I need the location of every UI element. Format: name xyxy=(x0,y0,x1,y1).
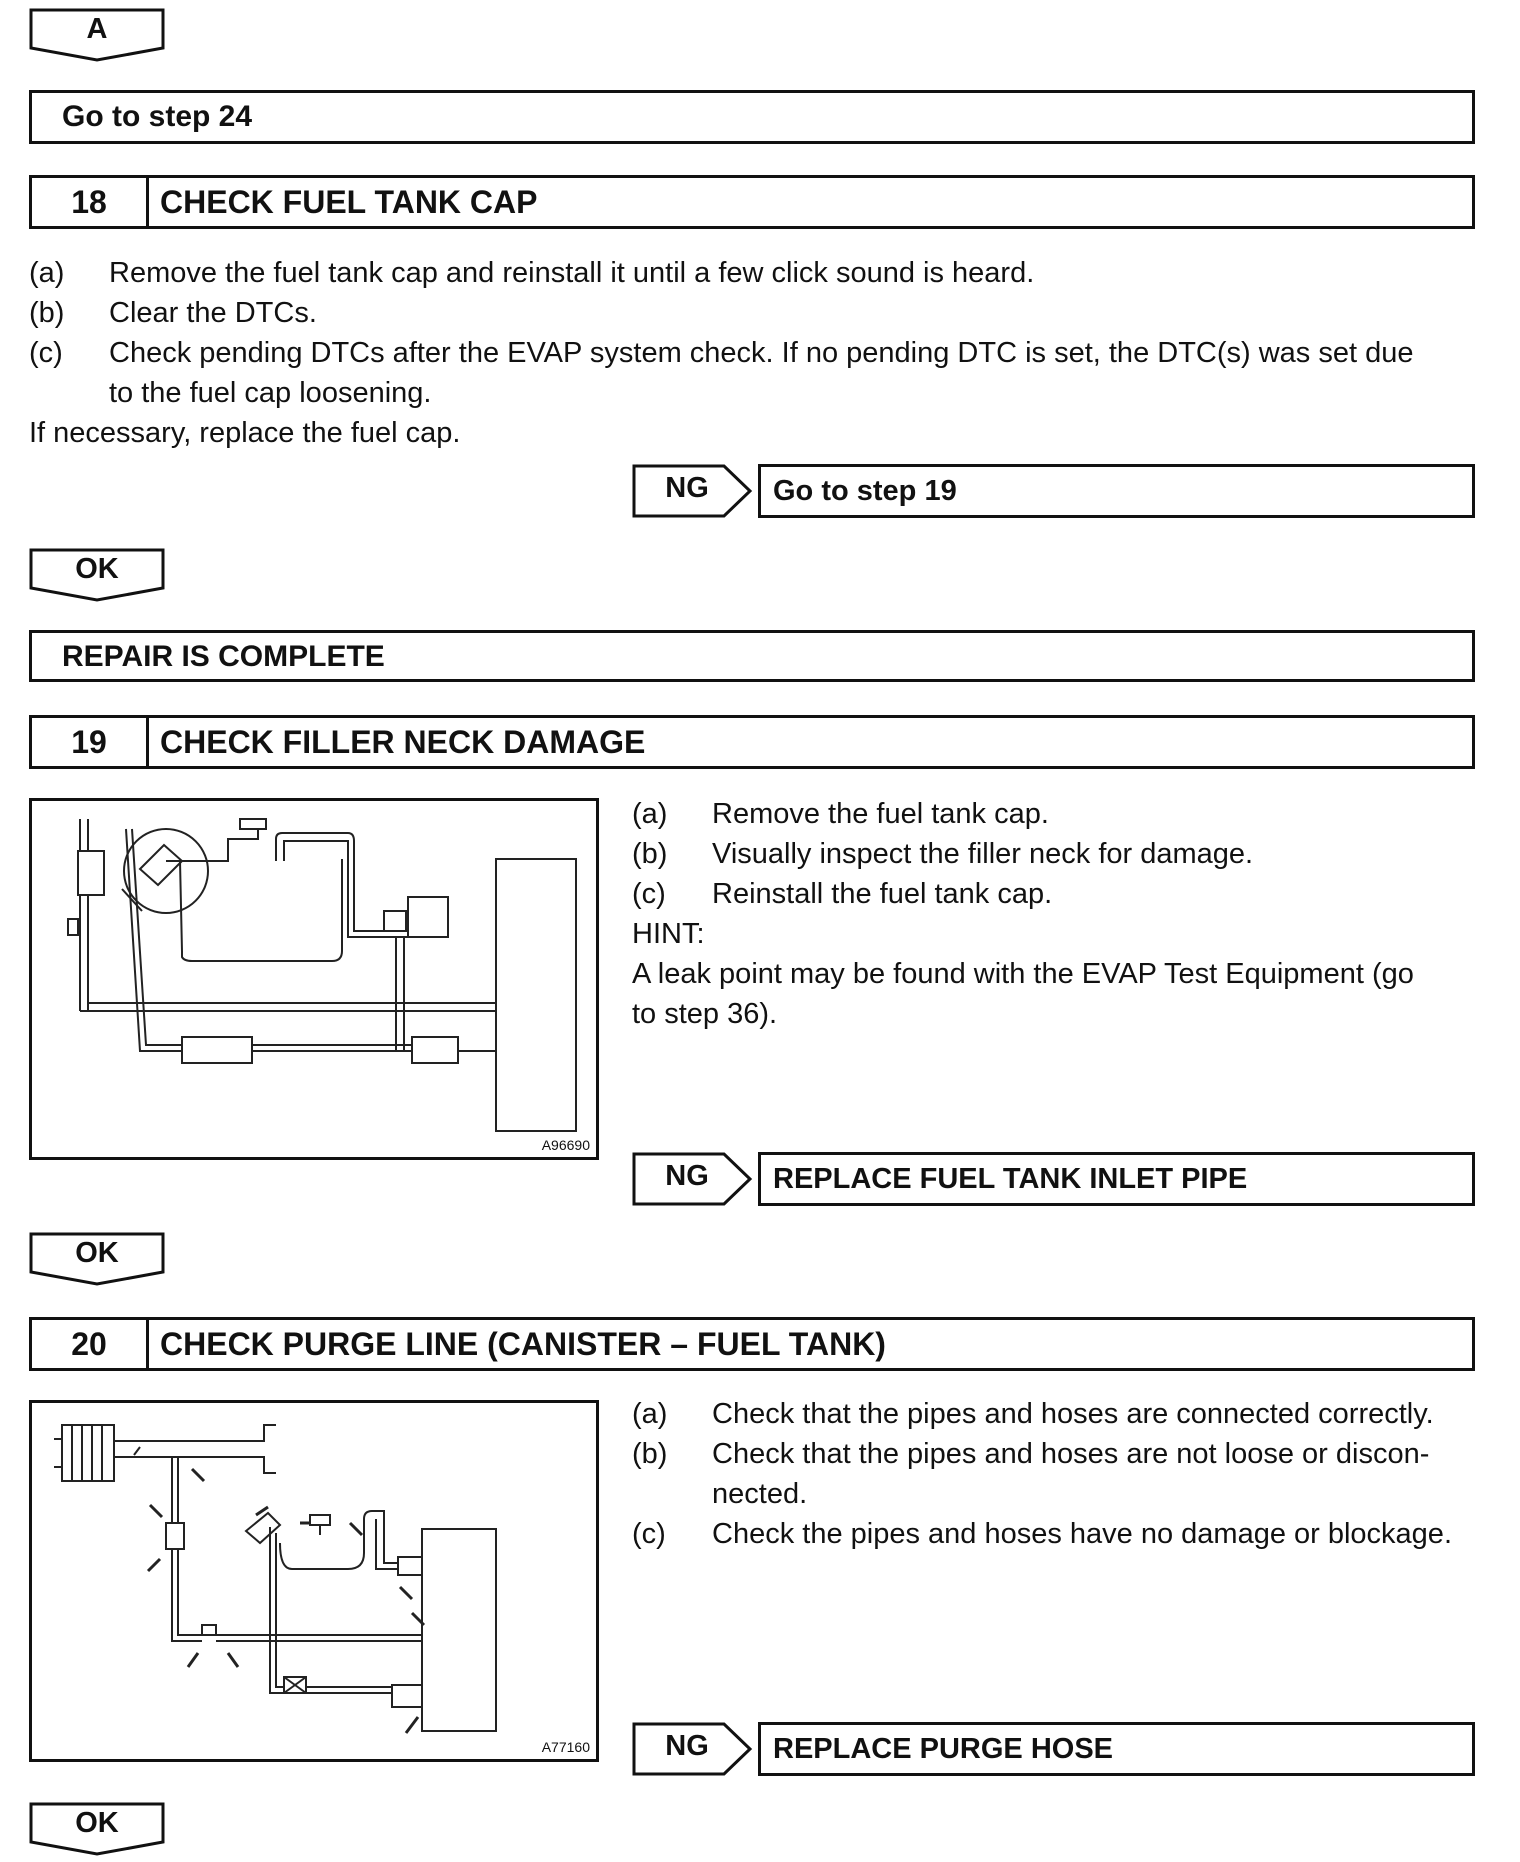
step-20-title: CHECK PURGE LINE (CANISTER – FUEL TANK) xyxy=(160,1326,886,1362)
step-18-item-c-continued: to the fuel cap loosening. xyxy=(109,377,432,409)
step-18-title: CHECK FUEL TANK CAP xyxy=(160,184,538,220)
ng-tag: NG xyxy=(632,1152,758,1211)
step-18-number: 18 xyxy=(32,178,149,226)
step-19-header xyxy=(29,715,1475,769)
step-20-figure xyxy=(29,1400,599,1762)
step-18-header xyxy=(29,175,1475,229)
flag-ok-3 xyxy=(29,1802,165,1860)
flag-a-label: A xyxy=(86,13,108,45)
step-19-hint-line-1: A leak point may be found with the EVAP Test Equipment (go xyxy=(632,958,1414,990)
goto-step-24-box xyxy=(29,90,1475,144)
step-18-ng-action: Go to step 19 xyxy=(773,475,957,507)
flag-ok-3-label: OK xyxy=(75,1807,119,1839)
step-19-ng-action: REPLACE FUEL TANK INLET PIPE xyxy=(773,1163,1248,1195)
step-20-figure-code: A77160 xyxy=(541,1739,590,1755)
step-19-ng-action-box xyxy=(758,1152,1475,1206)
flag-a xyxy=(29,8,165,66)
step-20-ng-row xyxy=(632,1722,1475,1776)
flag-ok-1-label: OK xyxy=(75,553,119,585)
step-20-ng-action-box xyxy=(758,1722,1475,1776)
step-19-hint-label: HINT: xyxy=(632,918,705,950)
step-18-ng-action-box xyxy=(758,464,1475,518)
step-20-item-b-continued: nected. xyxy=(712,1478,808,1510)
repair-complete-text: REPAIR IS COMPLETE xyxy=(62,640,385,673)
flag-ok-2 xyxy=(29,1232,165,1290)
step-18-ng-row xyxy=(632,464,1475,518)
step-18-note: If necessary, replace the fuel cap. xyxy=(29,417,461,449)
step-20-header xyxy=(29,1317,1475,1371)
goto-step-24-text: Go to step 24 xyxy=(62,100,253,133)
purge-line-diagram xyxy=(32,1403,596,1759)
step-19-number: 19 xyxy=(32,718,149,766)
step-19-figure xyxy=(29,798,599,1160)
step-20-ng-action: REPLACE PURGE HOSE xyxy=(773,1733,1113,1765)
step-19-figure-code: A96690 xyxy=(541,1137,590,1153)
repair-complete-box xyxy=(29,630,1475,682)
ng-tag: NG xyxy=(632,1722,758,1781)
step-20-number: 20 xyxy=(32,1320,149,1368)
step-19-hint-line-2: to step 36). xyxy=(632,998,778,1030)
flag-ok-1 xyxy=(29,548,165,606)
ng-tag: NG xyxy=(632,464,758,523)
step-19-title: CHECK FILLER NECK DAMAGE xyxy=(160,724,646,760)
filler-neck-diagram xyxy=(32,801,596,1157)
step-19-ng-row xyxy=(632,1152,1475,1206)
flag-ok-2-label: OK xyxy=(75,1237,119,1269)
